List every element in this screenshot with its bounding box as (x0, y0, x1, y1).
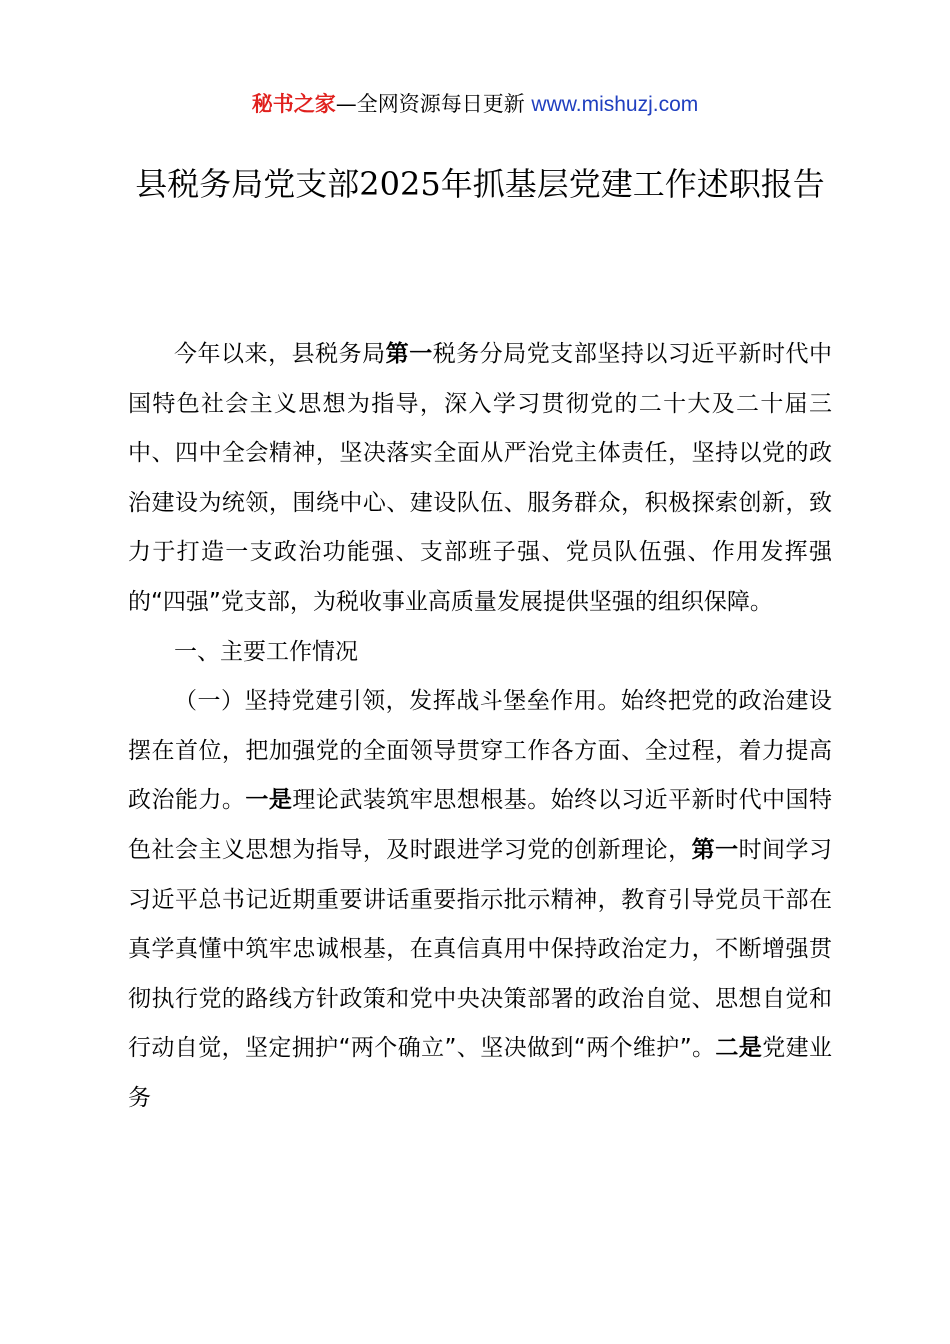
paragraph-intro (128, 330, 832, 628)
bold-text-run: 二是 (715, 1035, 763, 1062)
bold-text-run: 第一 (385, 341, 433, 367)
brand-name: 秘书之家 (251, 92, 336, 116)
document-body (128, 330, 832, 1124)
text-run: 今年以来，县税务局 (174, 341, 386, 367)
site-url-link[interactable]: www.mishuzj.com (531, 93, 699, 116)
text-run: 理论武装筑牢思想根基。始终以习近平新时代中国特色社会主义思想为指导，及时跟进学习党的创新理论， (128, 787, 833, 863)
text-run: 税务分局党支部坚持以习近平新时代中国特色社会主义思想为指导，深入学习贯彻党的二十大及二十届三中、四中全会精神，坚决落实全面从严治党主体责任，坚持以党的政治建设为统领，围绕中心、建设队伍、服务群众，积极探索创新，致力于打造一支政治功能强、支部班子强、党员队伍强、作用发挥强的“四强”党支部，为税收事业高质量发展提供坚强的组织保障。 (128, 341, 833, 615)
text-run: 党建业务 (128, 1035, 832, 1111)
section-heading: 一、主要工作情况 (174, 638, 358, 665)
site-header (0, 88, 950, 121)
bold-text-run: 一是 (245, 787, 293, 814)
paragraph-section-1 (128, 677, 832, 1123)
text-run: 时间学习习近平总书记近期重要讲话重要指示批示精神，教育引导党员干部在真学真懂中筑牢忠诚根基，在真信真用中保持政治定力，不断增强贯彻执行党的路线方针政策和党中央决策部署的政治自觉、思想自觉和行动自觉，坚定拥护“两个确立”、坚决做到“两个维护”。 (128, 836, 833, 1062)
header-tagline: —全网资源每日更新 (335, 92, 532, 116)
text-run: （一）坚持党建引领，发挥战斗堡垒作用。始终把党的政治建设摆在首位，把加强党的全面领导贯穿工作各方面、全过程，着力提高政治能力。 (128, 688, 832, 814)
bold-text-run: 第一 (691, 836, 739, 863)
document-title: 县税务局党支部2025年抓基层党建工作述职报告 (135, 165, 825, 203)
